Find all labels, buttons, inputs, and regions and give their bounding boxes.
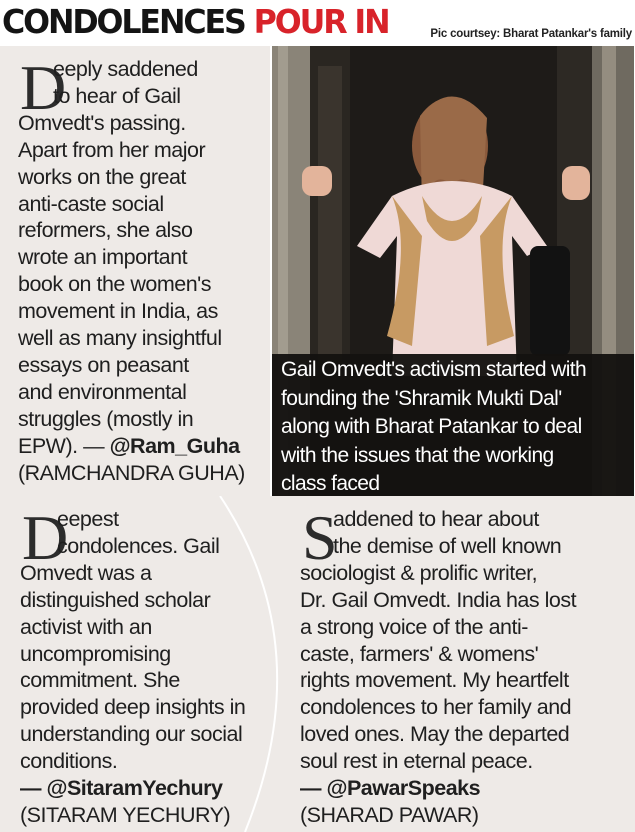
quote-line: loved ones. May the departed (300, 722, 570, 747)
quote-line: rights movement. My heartfelt (300, 668, 569, 693)
caption-line: class faced (281, 472, 380, 495)
caption-line: with the issues that the working (281, 443, 554, 467)
quote-line: anti-caste social (18, 191, 164, 216)
dropcap: D (22, 502, 69, 573)
quote-line: well as many insightful (18, 326, 222, 351)
quote-line: eepest (57, 507, 119, 531)
header (0, 0, 635, 46)
quote-line: Dr. Gail Omvedt. India has lost (300, 587, 577, 612)
twitter-handle: — @SitaramYechury (20, 776, 223, 801)
quote-pawar-text (300, 502, 577, 829)
quote-line: movement in India, as (18, 299, 218, 324)
quote-line: condolences. Gail (57, 533, 220, 558)
twitter-handle: @Ram_Guha (109, 433, 240, 458)
quote-line: wrote an important (18, 245, 188, 270)
quote-line (18, 433, 245, 460)
quote-line: essays on peasant (18, 352, 189, 377)
caption-line: Gail Omvedt's activism started with (281, 358, 587, 381)
quote-line: addened to hear about (333, 507, 539, 531)
quote-line: Omvedt's passing. (18, 110, 186, 135)
quote-line: soul rest in eternal peace. (300, 749, 533, 774)
twitter-handle: — @PawarSpeaks (300, 776, 481, 801)
quote-line: the demise of well known (333, 533, 562, 558)
quote-line: reformers, she also (18, 218, 193, 243)
quote-line: uncompromising (20, 641, 171, 666)
quote-line: to hear of Gail (53, 83, 181, 108)
quote-line: a strong voice of the anti- (300, 614, 528, 639)
quote-line: conditions. (20, 749, 118, 774)
quote-line: condolences to her family and (300, 695, 572, 720)
attribution: (RAMCHANDRA GUHA) (18, 460, 245, 485)
quote-line: caste, farmers' & womens' (300, 641, 539, 666)
title-black: CONDOLENCES (2, 2, 245, 41)
quote-line: activist with an (20, 614, 152, 639)
quote-line-text: EPW). — (18, 433, 105, 458)
caption-line: founding the 'Shramik Mukti Dal' (281, 386, 562, 410)
quote-line: distinguished scholar (20, 587, 211, 612)
quote-line: eeply saddened (53, 57, 198, 81)
quote-line: provided deep insights in (20, 695, 246, 720)
quote-line: Apart from her major (18, 137, 206, 162)
caption-line: along with Bharat Patankar to deal (281, 415, 582, 438)
quote-line: and environmental (18, 379, 187, 404)
dropcap: S (302, 502, 338, 573)
quote-yechury-text (20, 502, 246, 829)
attribution: (SITARAM YECHURY) (20, 802, 231, 827)
dropcap: D (20, 52, 67, 123)
bottom-quotes-panel (0, 496, 635, 832)
photo-credit: Pic courtsey: Bharat Patankar's family (430, 28, 632, 40)
quote-line: Omvedt was a (20, 560, 152, 585)
page-title (2, 2, 388, 41)
quote-guha-panel (0, 46, 270, 496)
quote-guha-text (18, 52, 245, 487)
quote-line: works on the great (18, 164, 186, 189)
quote-line: struggles (mostly in (18, 406, 194, 431)
quote-line: commitment. She (20, 668, 180, 693)
quote-line: understanding our social (20, 722, 243, 747)
attribution: (SHARAD PAWAR) (300, 802, 479, 827)
quote-line: sociologist & prolific writer, (300, 560, 538, 585)
title-red: POUR IN (253, 2, 389, 41)
photo-caption (272, 354, 634, 496)
quote-line: book on the women's (18, 272, 212, 297)
